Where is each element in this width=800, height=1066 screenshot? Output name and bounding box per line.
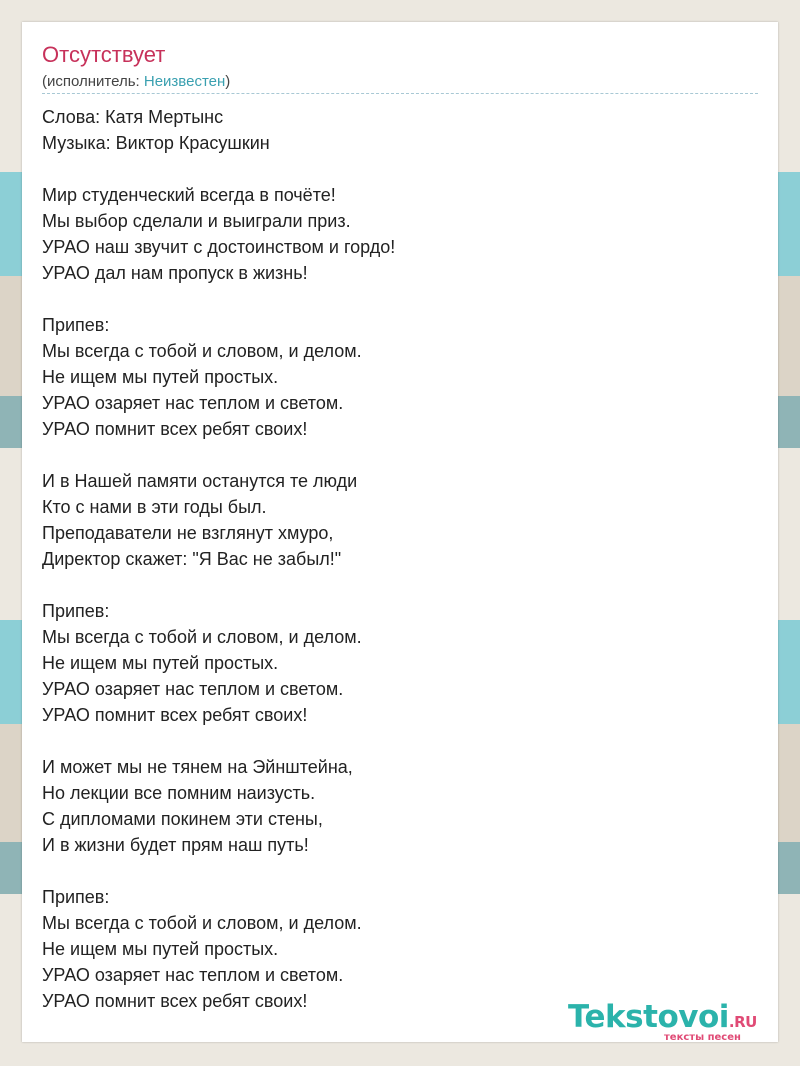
site-logo[interactable] xyxy=(568,998,778,1044)
lyric-line: Припев: xyxy=(42,887,110,907)
lyric-line: Не ищем мы путей простых. xyxy=(42,653,279,673)
lyric-line: Припев: xyxy=(42,315,110,335)
lyric-line: Но лекции все помним наизусть. xyxy=(42,783,316,803)
title-divider xyxy=(42,93,758,94)
logo-tld: .RU xyxy=(728,1013,757,1031)
lyric-line: УРАО озаряет нас теплом и светом. xyxy=(42,679,344,699)
lyric-line: Преподаватели не взглянут хмуро, xyxy=(42,523,334,543)
lyric-line: УРАО помнит всех ребят своих! xyxy=(42,419,308,439)
lyric-line: И может мы не тянем на Эйнштейна, xyxy=(42,757,353,777)
lyric-line: Мы выбор сделали и выиграли приз. xyxy=(42,211,351,231)
blank-line xyxy=(42,442,742,468)
lyric-line: УРАО озаряет нас теплом и светом. xyxy=(42,393,344,413)
blank-line xyxy=(42,572,742,598)
lyric-line: Директор скажет: "Я Вас не забыл!" xyxy=(42,549,342,569)
lyric-line: Не ищем мы путей простых. xyxy=(42,939,279,959)
lyric-line: Слова: Катя Мертынс xyxy=(42,107,224,127)
lyric-line: С дипломами покинем эти стены, xyxy=(42,809,323,829)
lyric-line: Музыка: Виктор Красушкин xyxy=(42,133,270,153)
lyric-line: Мир студенческий всегда в почёте! xyxy=(42,185,336,205)
logo-tagline: тексты песен xyxy=(664,1032,741,1043)
logo-name: Tekstovoi xyxy=(568,999,729,1035)
blank-line xyxy=(42,156,742,182)
lyric-line: Мы всегда с тобой и словом, и делом. xyxy=(42,913,362,933)
lyric-line: УРАО наш звучит с достоинством и гордо! xyxy=(42,237,396,257)
artist-prefix: (исполнитель: xyxy=(42,73,144,90)
lyric-line: И в Нашей памяти останутся те люди xyxy=(42,471,358,491)
lyrics-text xyxy=(42,104,742,1014)
lyric-line: УРАО помнит всех ребят своих! xyxy=(42,705,308,725)
lyric-line: Припев: xyxy=(42,601,110,621)
lyrics-card xyxy=(22,22,778,1042)
lyric-line: УРАО дал нам пропуск в жизнь! xyxy=(42,263,308,283)
artist-link[interactable]: Неизвестен xyxy=(143,73,226,90)
song-title: Отсутствует xyxy=(42,42,166,67)
lyric-line: Кто с нами в эти годы был. xyxy=(42,497,267,517)
lyric-line: УРАО помнит всех ребят своих! xyxy=(42,991,308,1011)
blank-line xyxy=(42,858,742,884)
lyric-line: Не ищем мы путей простых. xyxy=(42,367,279,387)
blank-line xyxy=(42,286,742,312)
lyric-line: Мы всегда с тобой и словом, и делом. xyxy=(42,627,362,647)
lyric-line: И в жизни будет прям наш путь! xyxy=(42,835,309,855)
artist-suffix: ) xyxy=(225,73,231,90)
lyric-line: Мы всегда с тобой и словом, и делом. xyxy=(42,341,362,361)
lyric-line: УРАО озаряет нас теплом и светом. xyxy=(42,965,344,985)
blank-line xyxy=(42,728,742,754)
artist-line xyxy=(42,73,230,91)
